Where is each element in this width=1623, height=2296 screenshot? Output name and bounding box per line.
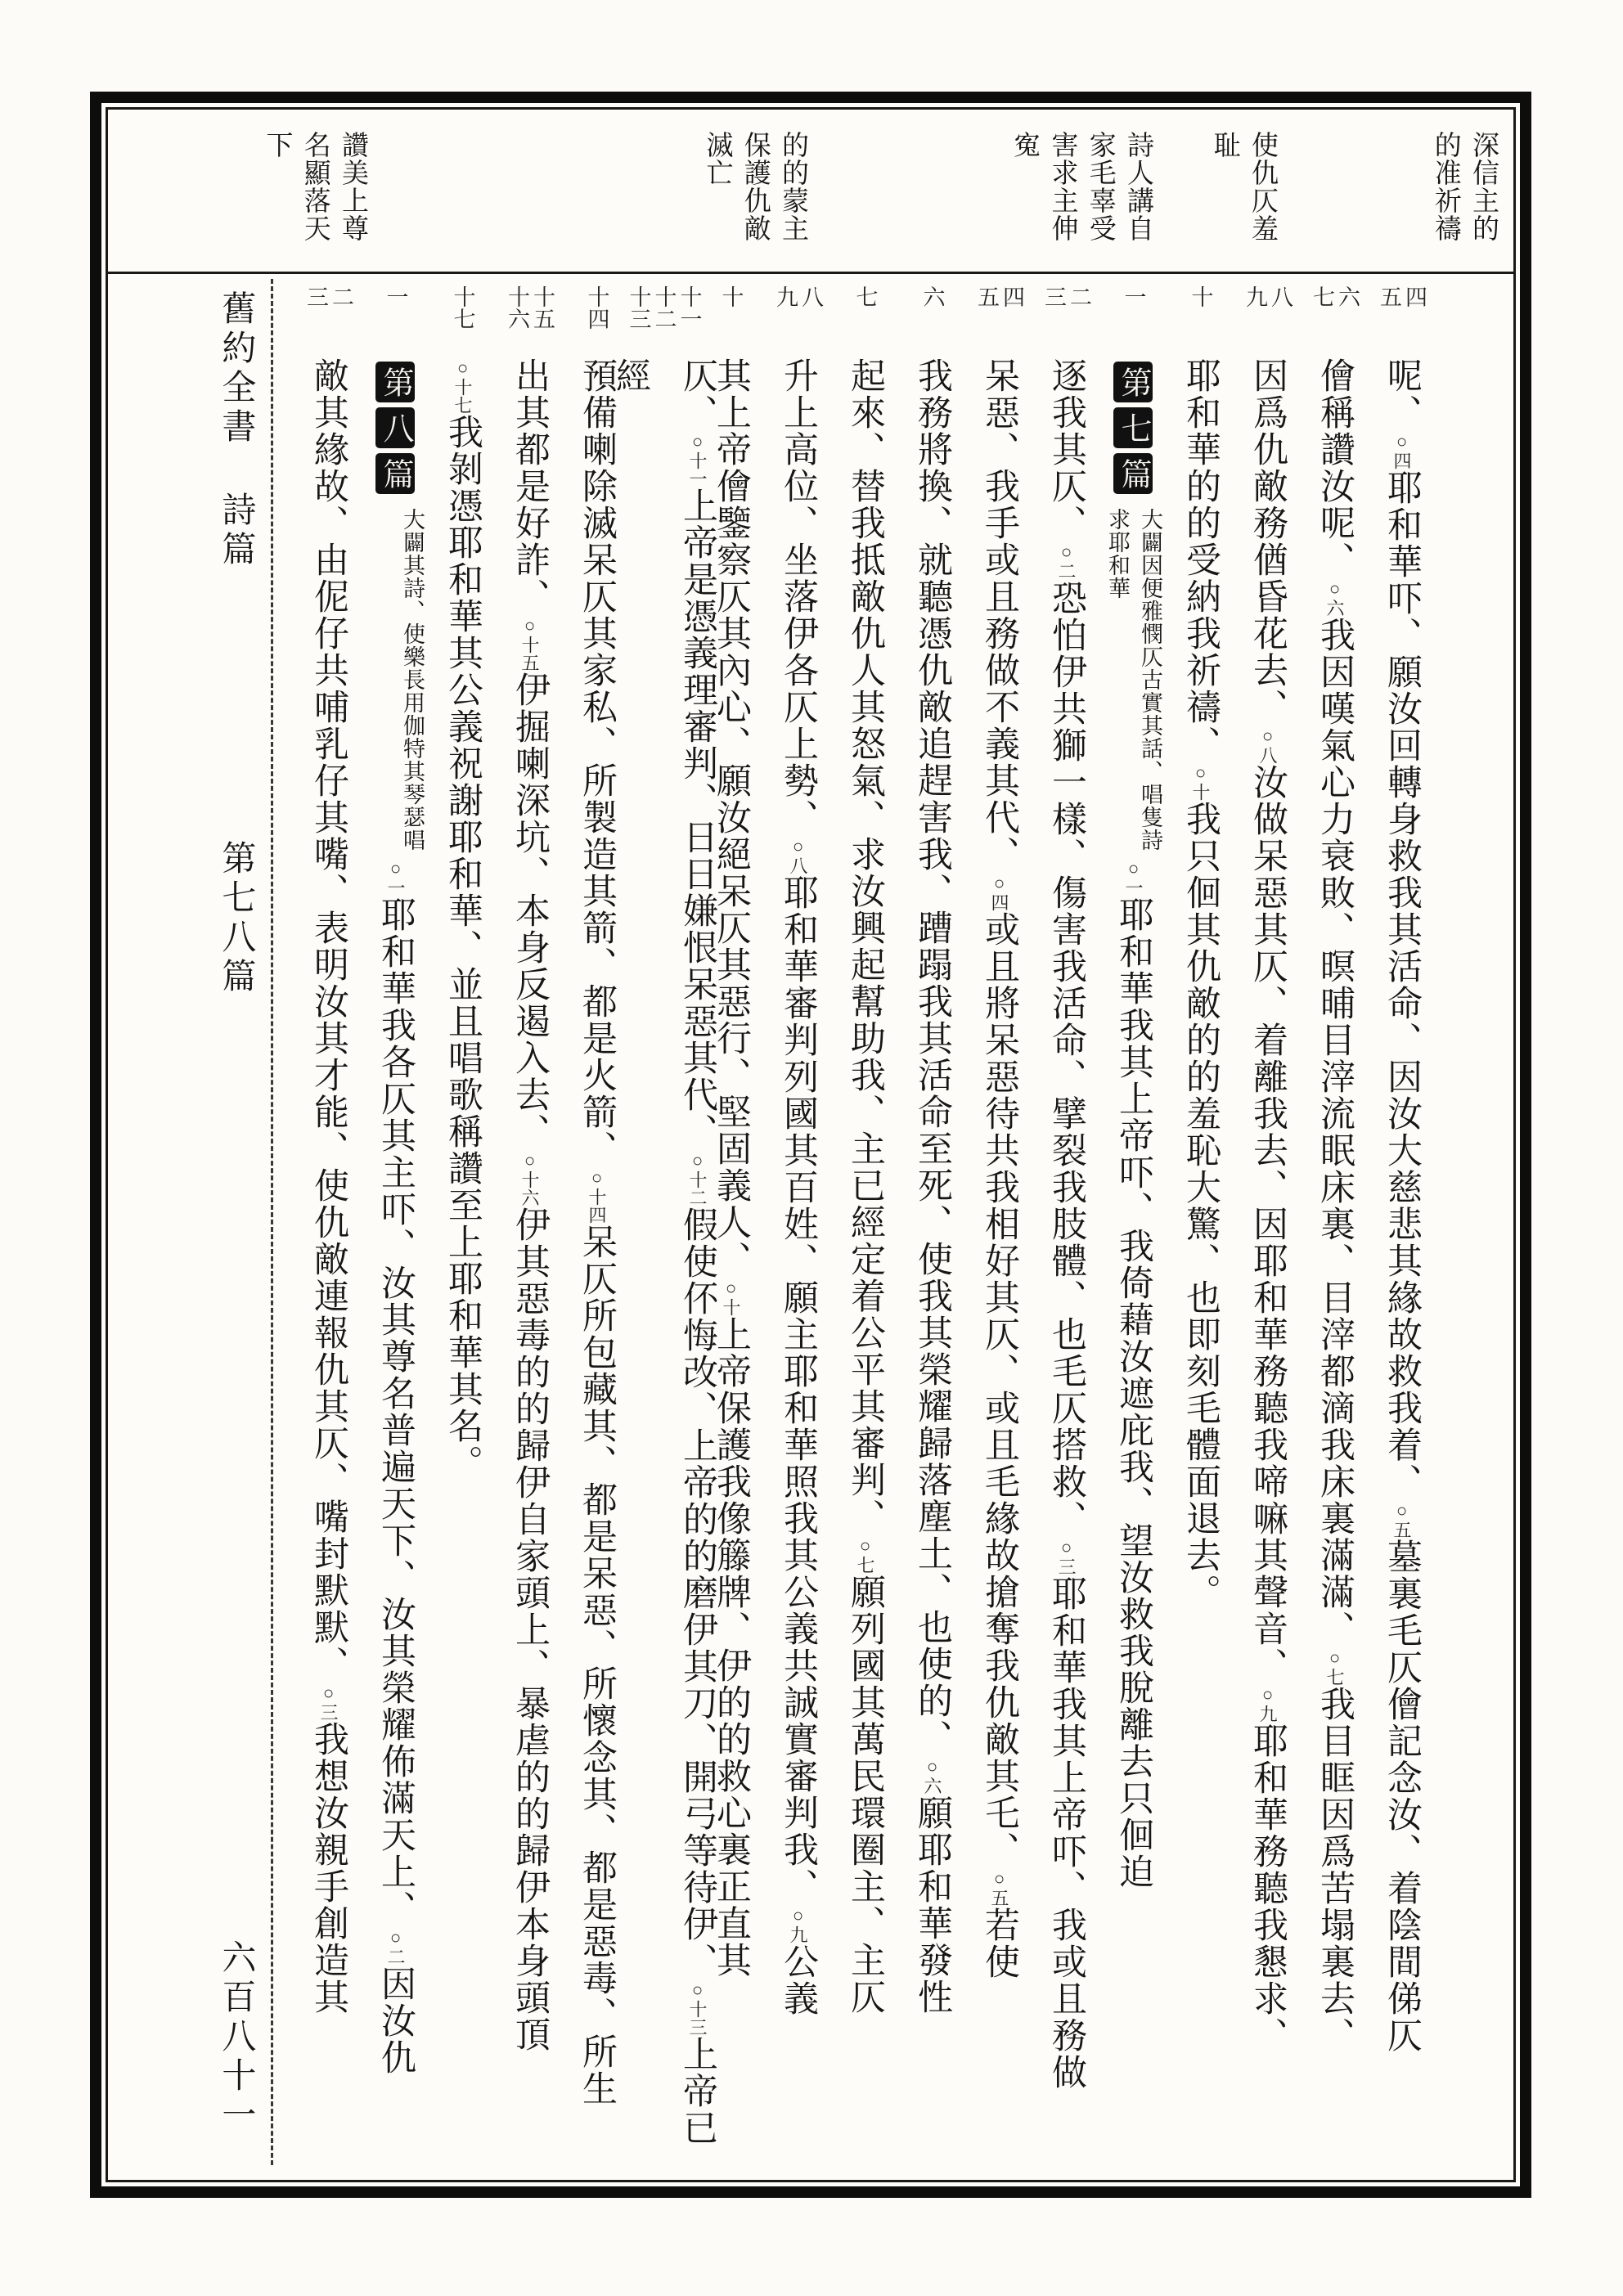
verse-marker: ○一 [385,858,406,896]
verse-marker: ○十三 [687,1979,708,2036]
text-column [429,279,496,2165]
text-column [1167,279,1234,2165]
verse-marker: ○十 [1190,762,1211,801]
verse-marker: ○九 [1257,1684,1278,1723]
summary-line: 的的蒙主 [778,131,807,242]
running-title-column [204,279,273,2165]
column-body: 仄、○十一上帝是憑義理審判、日日嫌恨呆惡其代、○十二假使伓悔改、上帝的的磨伊其刀、開弓等待伊、○十三上帝已經 [611,357,717,2146]
page-border-frame [90,92,1531,2198]
summary-line: 詩人講自 [1123,131,1153,242]
main-text-block [108,272,1513,2180]
summary-line: 家毛辜受 [1085,131,1115,242]
verse-marker: ○十二 [687,1150,708,1206]
column-body: 預備喇除滅呆仄其家私、所製造其箭、都是火箭、○十四呆仄所包藏其、都是呆惡、所懷念其、都是惡毒、所生 [578,357,616,2107]
verse-marker: ○七 [855,1535,875,1574]
chapter-label: 第七八篇 [217,840,255,997]
column-body: 呢、○四耶和華吓、願汝回轉身救我其活命、因汝大慈悲其緣故救我着、○五墓裏毛仄儈記念汝、着陰間俤仄 [1382,357,1421,2054]
text-column [362,279,429,2165]
margin-verse-number: 四 [1402,285,1427,308]
verse-number-margin [1188,279,1213,357]
margin-verse-number: 九 [1243,285,1267,308]
verse-marker: ○二 [1056,541,1077,580]
verse-number-margin [504,279,555,357]
text-column [1099,279,1167,2165]
column-body: 耶和華的的受納我祈禱、○十我只佪其仇敵的的羞恥大驚、也即刻毛體面退去。 [1181,357,1220,1611]
verse-marker: ○三 [1056,1537,1077,1575]
verse-marker: ○二 [385,1927,406,1966]
column-body: 起來、替我抵敵仇人其怒氣、求汝興起幫助我、主已經定着公平其審判、○七願列國其萬民環圈主、主仄 [846,357,884,2015]
text-column [965,279,1032,2165]
verse-number-margin [1309,279,1360,357]
margin-verse-number: 十一 [677,285,702,330]
verse-number-margin [1376,279,1427,357]
column-body: 其上帝儈鑒察仄其內心、願汝絕呆仄其惡行、堅固義人、○十上帝保護我像籐牌、伊的的救心裏正直其 [712,357,750,1979]
column-body: 第七篇大闢因便雅憫仄古實其話、唱隻詩求耶和華○一耶和華我其上帝吓、我倚藉汝遮庇我、望汝救我脫離去只佪迫 [1099,357,1167,2165]
verse-number-margin [772,279,823,357]
margin-verse-number: 五 [974,285,999,308]
summary-line: 下 [262,131,292,159]
verse-marker: ○十五 [519,615,540,672]
text-column [898,279,965,2165]
psalm-header: 第八篇 [362,359,429,496]
verse-number-margin [1121,279,1146,357]
book-title: 舊約全書 [217,290,255,447]
column-body: 升上高位、坐落伊各仄上勢、○八耶和華審判列國其百姓、願主耶和華照我其公義共誠實審判我、○九公義 [779,357,817,2017]
summary-line: 保護仇敵 [740,131,770,242]
verse-number-margin [303,279,353,357]
text-column [1301,279,1368,2165]
column-body: 出其都是好詐、○十五伊掘喇深坑、本身反遏入去、○十六伊其惡毒的的歸伊自家頭上、暴虐的的歸伊本身頭頂 [510,357,549,2053]
verse-number-margin [1242,279,1293,357]
margin-verse-number: 十 [718,285,744,308]
summary-line: 耻 [1209,131,1239,159]
margin-verse-number: 一 [1121,285,1146,308]
margin-verse-number: 十五 [530,285,555,330]
column-body: 敵其緣故、由伲仔共哺乳仔其嘴、表明汝其才能、使仇敵連報仇其仄、嘴封默默、○三我想汝親手創造其 [309,357,348,2015]
margin-verse-number: 九 [773,285,798,308]
psalm-header: 第七篇 [1099,359,1167,496]
column-body: 因爲仇敵務偤昏花去、○八汝做呆惡其仄、着離我去、因耶和華務聽我啼嘛其聲音、○九耶和華務聽我懇求、 [1248,357,1287,2054]
summary-line: 害求主伸 [1047,131,1077,242]
margin-verse-number: 六 [1335,285,1360,308]
verse-marker: ○十四 [587,1167,607,1224]
summary-line: 使仇仄羞 [1248,131,1277,242]
column-body: 呆惡、我手或且務做不義其代、○四或且將呆惡待共我相好其仄、或且毛緣故搶奪我仇敵其乇、○五若使 [980,357,1018,1980]
margin-verse-number: 六 [919,285,945,308]
verse-number-margin [1041,279,1091,357]
summary-line: 讚美上尊 [338,131,367,242]
margin-verse-number: 五 [1377,285,1401,308]
verse-marker: ○三 [318,1683,339,1721]
verse-marker: ○九 [788,1905,808,1943]
verse-marker: ○十七 [452,357,473,414]
margin-verse-number: 八 [1268,285,1293,308]
verse-number-margin [383,279,408,357]
margin-verse-number: 十四 [584,285,609,330]
top-margin-summaries [108,110,1513,272]
text-column [764,279,831,2165]
verse-marker: ○八 [788,836,808,874]
verse-marker: ○七 [1324,1647,1345,1686]
margin-verse-number: 七 [852,285,878,308]
verse-marker: ○五 [989,1868,1009,1907]
verse-marker: ○六 [1324,578,1345,617]
summary-group [698,131,812,242]
summary-group [1005,131,1157,242]
text-column [611,279,717,2165]
margin-verse-number: 一 [383,285,408,308]
verse-number-margin [852,279,878,357]
summary-line: 的准祈禱 [1430,131,1460,242]
verse-marker: ○五 [1391,1500,1412,1539]
margin-verse-number: 三 [1041,285,1066,308]
margin-verse-number: 十六 [505,285,529,330]
page-inner-frame [106,107,1516,2182]
verse-marker: ○一 [1123,858,1144,896]
margin-verse-number: 三 [303,285,328,308]
column-body: 逐我其仄、○二恐怕伊共獅一樣、傷害我活命、擘裂我肢體、也毛仄搭救、○三耶和華我其上帝吓、我或且務做 [1047,357,1086,2091]
column-body: ○十七我剝憑耶和華其公義祝謝耶和華、並且唱歌稱讚至上耶和華其名。 [443,357,482,1481]
summary-line: 深信主的 [1468,131,1498,242]
psalm-title-annotation: 大闢其詩、使樂長用伽特其琴瑟唱 [400,508,425,851]
page-number: 六百八十一 [217,1939,255,2136]
verse-number-margin [626,279,702,357]
verse-number-margin [718,279,744,357]
summary-group [1427,131,1503,242]
verse-marker: ○四 [989,873,1009,911]
verse-marker: ○四 [1391,431,1412,470]
margin-verse-number: 二 [329,285,353,308]
summary-line: 寃 [1009,131,1040,159]
text-column [294,279,362,2165]
summary-group [1206,131,1282,242]
margin-verse-number: 二 [1067,285,1091,308]
text-column [831,279,898,2165]
summary-line: 名顯落天 [299,131,330,242]
section-title: 詩篇 [217,492,255,570]
text-column [1368,279,1435,2165]
verse-number-margin [584,279,609,357]
text-column [1032,279,1099,2165]
text-column [697,279,764,2165]
text-column [1234,279,1301,2165]
verse-marker: ○十一 [687,431,708,488]
verse-marker: ○十六 [519,1150,540,1206]
summary-line: 滅亡 [702,131,732,186]
margin-verse-number: 十 [1188,285,1213,308]
column-body: 第八篇大闢其詩、使樂長用伽特其琴瑟唱○一耶和華我各仄其主吓、汝其尊名普遍天下、汝其榮耀佈滿天上、○二因汝仇 [362,357,429,2165]
summary-group [258,131,371,242]
psalm-title-annotation: 大闢因便雅憫仄古實其話、唱隻詩求耶和華 [1105,508,1162,851]
column-body: 我務將換、就聽憑仇敵追趕害我、蹧蹋我其活命至死、使我其榮耀歸落塵土、也使的、○六願耶和華發性 [913,357,951,2015]
margin-verse-number: 十二 [651,285,677,330]
column-body: 儈稱讚汝呢、○六我因嘆氣心力衰敗、暝晡目滓流眠床裏、目滓都滴我床裏滿滿、○七我目眶因爲苦塌裏去、 [1315,357,1354,2054]
verse-number-margin [450,279,475,357]
margin-verse-number: 七 [1310,285,1334,308]
margin-verse-number: 八 [798,285,823,308]
margin-verse-number: 十七 [450,285,475,330]
verse-number-margin [973,279,1024,357]
verse-marker: ○十 [721,1278,741,1316]
text-column [496,279,563,2165]
margin-verse-number: 四 [1000,285,1024,308]
verse-number-margin [919,279,945,357]
verse-marker: ○八 [1257,726,1278,764]
margin-verse-number: 十三 [626,285,651,330]
verse-marker: ○六 [922,1756,942,1795]
